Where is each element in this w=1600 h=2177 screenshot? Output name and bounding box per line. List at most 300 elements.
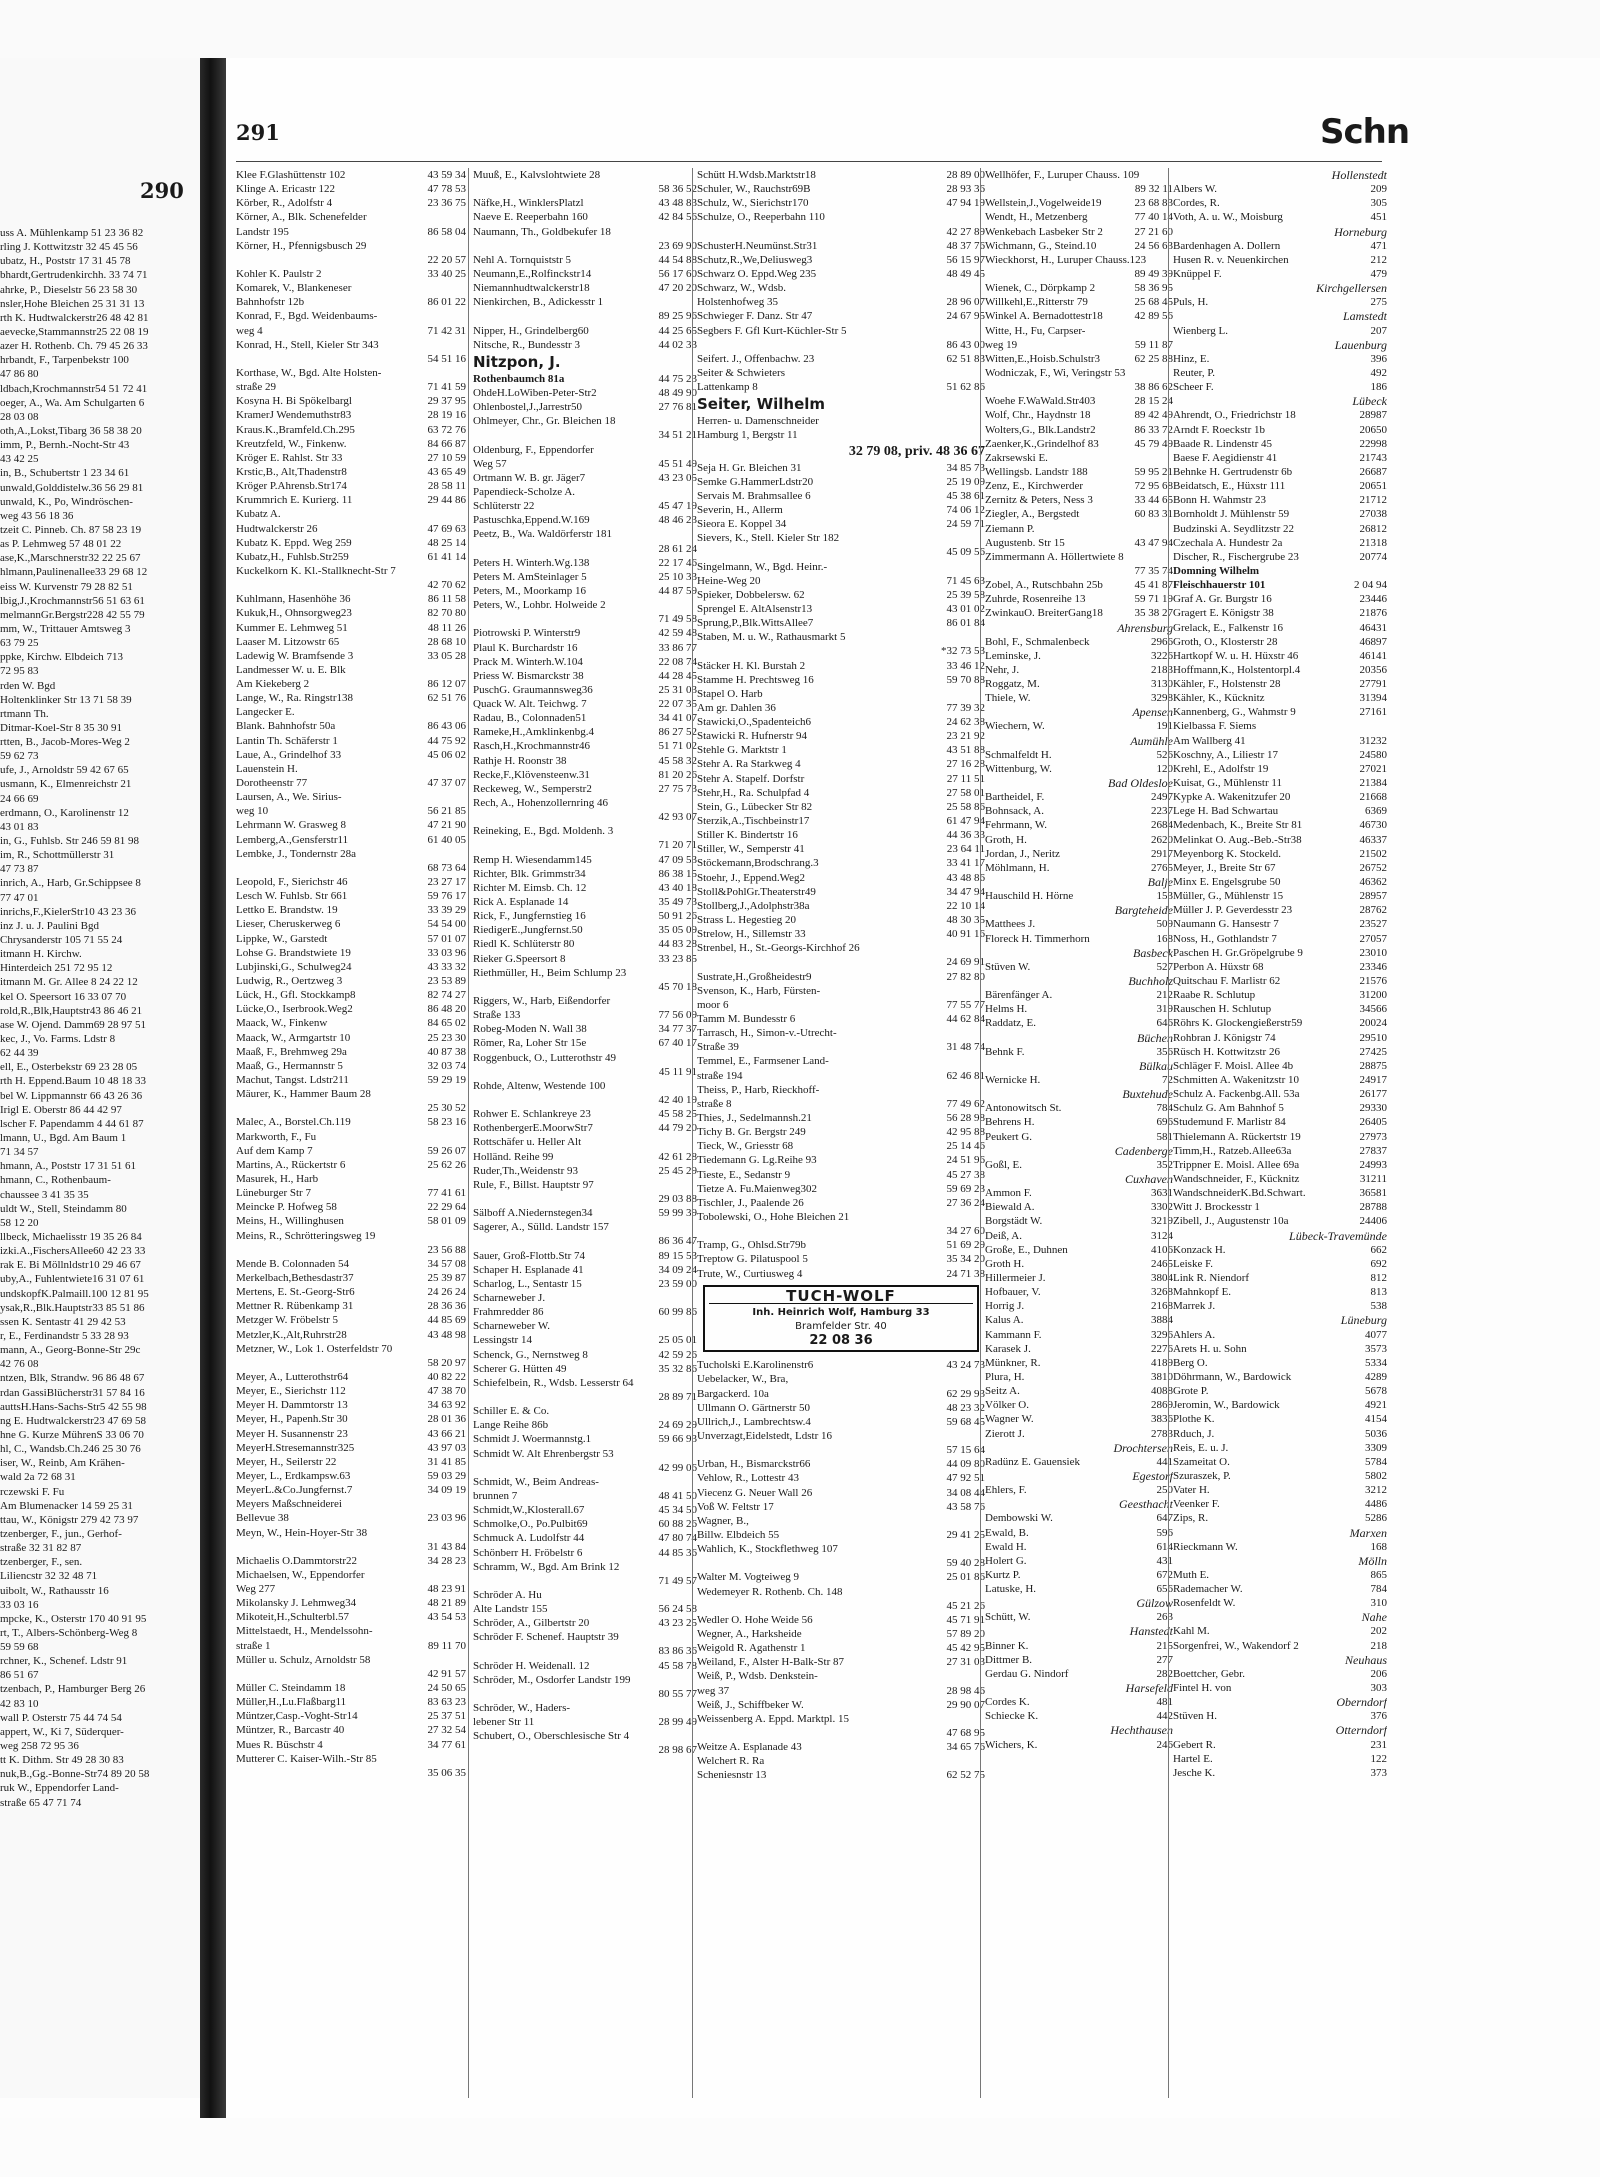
- directory-entry: [1173, 295, 1387, 309]
- directory-entry: [236, 1526, 466, 1540]
- directory-entry: [697, 715, 985, 729]
- entry-phone-number: 31394: [1359, 692, 1387, 705]
- entry-text: ntzen, Blk, Strandw. 96 86 48 67: [0, 1372, 145, 1385]
- directory-entry: [985, 1667, 1173, 1681]
- directory-entry: [473, 711, 697, 725]
- directory-entry: [473, 782, 697, 796]
- entry-name: Hoffmann,K., Holstentorpl.4: [1173, 663, 1301, 676]
- directory-entry: [985, 239, 1173, 253]
- entry-text: inz J. u. J. Paulini Bgd: [0, 919, 100, 932]
- entry-name: Ullmann O. Gärtnerstr 50: [697, 1401, 811, 1414]
- entry-phone-number: 47 94 19: [946, 197, 985, 210]
- entry-phone-number: 48 25 14: [427, 536, 466, 549]
- entry-name: Neumann,E.,Rolfinckstr14: [473, 267, 592, 280]
- entry-name: Klee F.Glashüttenstr 102: [236, 169, 346, 181]
- entry-name: Hofbauer, V.: [985, 1286, 1041, 1299]
- entry-text: Liliencstr 32 32 48 71: [0, 1570, 98, 1583]
- entry-name: Plothe K.: [1173, 1413, 1215, 1426]
- entry-phone-number: 32 03 74: [427, 1059, 466, 1072]
- entry-phone-number: 43 54 53: [427, 1611, 466, 1624]
- entry-text: ppke, Kirchw. Elbdeich 713: [0, 651, 124, 664]
- directory-entry: [1173, 210, 1387, 224]
- entry-name: MeyerH.Stresemannstr325: [236, 1441, 355, 1454]
- entry-text: ssen K. Sentastr 41 29 42 53: [0, 1315, 126, 1328]
- running-headword: Schn: [1320, 112, 1410, 152]
- directory-entry: [985, 1002, 1173, 1016]
- entry-name: [985, 182, 1131, 196]
- entry-phone-number: 5286: [1365, 1512, 1387, 1525]
- entry-name: straße 8: [697, 1097, 732, 1110]
- entry-name: Augustenb. Str 15: [985, 536, 1065, 549]
- directory-entry: [236, 875, 466, 889]
- entry-name: [473, 1644, 655, 1658]
- entry-phone-number: 31211: [1359, 1172, 1387, 1185]
- directory-entry: [985, 324, 1173, 338]
- entry-name: [697, 338, 943, 352]
- entry-name: [473, 239, 655, 253]
- directory-entry: [1173, 1115, 1387, 1129]
- entry-phone-number: 71 42 31: [427, 324, 466, 337]
- entry-phone-number: 24 62 38: [946, 716, 985, 729]
- entry-phone-number: 48 49 90: [658, 386, 697, 399]
- entry-name: Fleischhauerstr 101: [1173, 579, 1266, 592]
- directory-entry: [473, 1687, 697, 1701]
- town-heading: [1173, 1526, 1387, 1540]
- directory-entry: [473, 513, 697, 527]
- town-name: Bülkau: [1139, 1058, 1173, 1073]
- entry-phone-number: 2684: [1151, 819, 1173, 832]
- directory-entry: [236, 522, 466, 536]
- directory-entry: [1173, 1285, 1387, 1299]
- entry-name: Witte, H., Fu, Carpser-: [985, 324, 1086, 337]
- entry-phone-number: 48 23 32: [946, 1401, 985, 1414]
- entry-name: Römer, Ra, Loher Str 15e: [473, 1037, 587, 1050]
- entry-phone-number: 692: [1370, 1257, 1387, 1270]
- directory-entry: [697, 1542, 985, 1556]
- entry-name: Auf dem Kamp 7: [236, 1144, 313, 1157]
- directory-entry: [985, 578, 1173, 592]
- entry-phone-number: 662: [1370, 1243, 1387, 1256]
- entry-phone-number: 3226: [1151, 649, 1173, 662]
- directory-entry: [473, 1503, 697, 1517]
- entry-phone-number: 43 58 76: [946, 1500, 985, 1513]
- directory-entry: [236, 1328, 466, 1342]
- directory-column-2: [468, 168, 697, 2098]
- entry-phone-number: 23527: [1359, 918, 1387, 931]
- entry-phone-number: 25 05 01: [658, 1334, 697, 1347]
- directory-entry: [1173, 1214, 1387, 1228]
- entry-text: ase W. Ojend. Damm69 28 97 51: [0, 1018, 147, 1031]
- directory-entry: [1173, 239, 1387, 253]
- town-name: Aumühle: [1130, 733, 1173, 748]
- entry-name: Tietze A. Fu.Maienweg302: [697, 1182, 817, 1195]
- directory-entry: [473, 655, 697, 669]
- entry-phone-number: 86 38 15: [658, 867, 697, 880]
- ad-phone: 22 08 36: [809, 1333, 873, 1349]
- entry-text: Holtenklinker Str 13 71 58 39: [0, 693, 132, 706]
- entry-name: Ehlers, F.: [985, 1484, 1027, 1497]
- directory-entry: [473, 1079, 697, 1093]
- directory-entry: [697, 461, 985, 475]
- entry-phone-number: 23 21 92: [946, 730, 985, 743]
- entry-phone-number: 481: [1156, 1696, 1173, 1709]
- directory-entry: [473, 952, 697, 966]
- entry-name: Wodniczak, F., Wi, Veringstr 53: [985, 366, 1126, 379]
- directory-entry: [473, 527, 697, 541]
- entry-phone-number: 59 29 19: [427, 1074, 466, 1086]
- directory-entry: [697, 1387, 985, 1401]
- directory-entry: [1173, 437, 1387, 451]
- entry-phone-number: 207: [1370, 324, 1387, 337]
- entry-phone-number: 45 41 87: [1134, 579, 1173, 592]
- left-page-entry: [0, 848, 198, 862]
- directory-entry: [1173, 1398, 1387, 1412]
- entry-name: Peters, M., Moorkamp 16: [473, 584, 587, 597]
- entry-phone-number: 33 05 28: [427, 649, 466, 662]
- directory-entry: [697, 352, 985, 366]
- entry-name: Weiß, J., Schiffbeker W.: [697, 1698, 804, 1711]
- directory-entry: [985, 451, 1173, 465]
- entry-phone-number: 24 67 95: [946, 310, 985, 323]
- entry-name: Meyer, A., Lutterothstr64: [236, 1370, 349, 1383]
- town-heading: [1173, 1313, 1387, 1327]
- directory-entry: [697, 941, 985, 955]
- entry-name: Schmidt, W., Beim Andreas-: [473, 1475, 599, 1488]
- entry-name: Ullrich,J., Lambrechtsw.4: [697, 1415, 811, 1428]
- directory-entry: [236, 1313, 466, 1327]
- entry-name: Mikoteit,H.,Schulterbl.57: [236, 1611, 350, 1624]
- directory-entry: [236, 451, 466, 465]
- town-name: Apensen: [1132, 705, 1173, 720]
- directory-entry: [473, 253, 697, 267]
- directory-entry: [236, 1554, 466, 1568]
- directory-entry: [236, 437, 466, 451]
- entry-name: Link R. Niendorf: [1173, 1271, 1250, 1284]
- entry-name: Rothenbaumch 81a: [473, 372, 565, 385]
- entry-phone-number: 33 23 85: [658, 952, 697, 965]
- entry-name: Sorgenfrei, W., Wakendorf 2: [1173, 1639, 1299, 1652]
- entry-name: Schmidt W. Alt Ehrenbergstr 53: [473, 1447, 614, 1460]
- entry-phone-number: 23346: [1359, 960, 1387, 973]
- entry-name: Masurek, H., Harb: [236, 1172, 319, 1185]
- entry-phone-number: 4154: [1365, 1413, 1387, 1426]
- entry-name: Papendieck-Scholze A.: [473, 485, 576, 498]
- entry-text: iser, W., Reinb, Am Krähen-: [0, 1457, 125, 1470]
- entry-phone-number: 59 68 45: [946, 1415, 985, 1428]
- directory-entry: [697, 913, 985, 927]
- entry-name: Zakrsewski E.: [985, 451, 1048, 464]
- directory-entry: [1173, 267, 1387, 281]
- entry-phone-number: 54 51 16: [427, 352, 466, 365]
- entry-phone-number: 42 99 06: [658, 1461, 697, 1474]
- entry-phone-number: 45 47 19: [658, 500, 697, 513]
- entry-phone-number: 44 28 45: [658, 669, 697, 682]
- entry-name: Szameitat O.: [1173, 1455, 1230, 1468]
- entry-phone-number: 21318: [1359, 536, 1387, 549]
- entry-name: Kuckelkorn K. Kl.-Stallknecht-Str 7: [236, 564, 396, 577]
- directory-entry: [985, 762, 1173, 776]
- entry-phone-number: 46362: [1359, 876, 1387, 889]
- entry-phone-number: 72: [1162, 1074, 1173, 1086]
- entry-name: Schröder, A., Gilbertstr 20: [473, 1617, 590, 1630]
- entry-name: Ohlenbostel,J.,Jarrestr50: [473, 401, 583, 414]
- entry-text: hmann, C., Rothenbaum-: [0, 1174, 111, 1187]
- entry-name: Rasch,H.,Krochmannstr46: [473, 740, 591, 753]
- entry-name: Arets H. u. Sohn: [1173, 1342, 1247, 1355]
- entry-text: ruk W., Eppendorfer Land-: [0, 1782, 119, 1795]
- entry-name: Thiele, W.: [985, 692, 1031, 705]
- directory-entry: [236, 465, 466, 479]
- entry-phone-number: 3573: [1365, 1342, 1387, 1355]
- directory-entry: [1173, 719, 1387, 733]
- directory-entry: [473, 824, 697, 838]
- directory-entry: [473, 1319, 697, 1333]
- entry-text: rczewski F. Fu: [0, 1485, 65, 1498]
- entry-text: hl, C., Wandsb.Ch.246 25 30 76: [0, 1443, 141, 1456]
- entry-text: aevecke,Stammannstr25 22 08 19: [0, 325, 149, 338]
- entry-name: Schlüterstr 22: [473, 500, 535, 513]
- entry-phone-number: 62 52 75: [946, 1769, 985, 1782]
- directory-entry: [697, 1754, 985, 1768]
- left-page-entry: [0, 240, 198, 254]
- directory-entry: [236, 946, 466, 960]
- left-page-entry: [0, 806, 198, 820]
- entry-phone-number: 20651: [1359, 480, 1387, 493]
- directory-entry: [1173, 1709, 1387, 1723]
- directory-entry: [985, 1101, 1173, 1115]
- directory-entry: [697, 1097, 985, 1111]
- entry-phone-number: 647: [1156, 1512, 1173, 1525]
- entry-text: Chrysanderstr 105 71 55 24: [0, 934, 123, 947]
- entry-name: Zibell, J., Augustenstr 10a: [1173, 1215, 1289, 1228]
- left-page-entry: [0, 919, 198, 933]
- directory-entry: [1173, 1540, 1387, 1554]
- entry-text: unwald, K., Po, Windröschen-: [0, 495, 133, 508]
- entry-name: Klinge A. Ericastr 122: [236, 183, 335, 196]
- entry-phone-number: 84 65 02: [427, 1017, 466, 1030]
- entry-phone-number: 45 42 95: [946, 1642, 985, 1655]
- entry-text: lscher F. Papendamm 4 44 61 87: [0, 1117, 144, 1130]
- town-heading: [985, 903, 1173, 917]
- left-page-entry: [0, 707, 198, 721]
- directory-entry: [236, 903, 466, 917]
- entry-name: Groth H.: [985, 1257, 1025, 1270]
- left-page-entry: [0, 1767, 198, 1781]
- entry-name: Weiß, P., Wdsb. Denkstein-: [697, 1670, 818, 1683]
- entry-phone-number: 47 80 74: [658, 1532, 697, 1545]
- entry-phone-number: 62 25 88: [1134, 352, 1173, 365]
- entry-phone-number: 45 21 26: [946, 1599, 985, 1612]
- directory-entry: [236, 1723, 466, 1737]
- entry-name: Müntzer,Casp.-Voght-Str14: [236, 1710, 358, 1723]
- directory-entry: [1173, 818, 1387, 832]
- entry-name: Hudtwalckerstr 26: [236, 522, 318, 535]
- entry-phone-number: 43 66 21: [427, 1427, 466, 1440]
- entry-name: Goßl, E.: [985, 1158, 1022, 1171]
- directory-entry: [697, 168, 985, 182]
- directory-entry: [236, 536, 466, 550]
- directory-entry: [985, 818, 1173, 832]
- entry-phone-number: 40 91 16: [946, 928, 985, 941]
- entry-name: Theiss, P., Harb, Rieckhoff-: [697, 1083, 820, 1096]
- entry-phone-number: 86 58 04: [427, 225, 466, 238]
- entry-phone-number: 22 29 64: [427, 1201, 466, 1214]
- entry-name: Leminske, J.: [985, 649, 1041, 662]
- entry-phone-number: 58 20 97: [427, 1356, 466, 1369]
- directory-entry: [236, 281, 466, 295]
- entry-phone-number: 42 27 89: [946, 225, 985, 238]
- left-page-entry: [0, 990, 198, 1004]
- entry-phone-number: 71 49 58: [658, 613, 697, 626]
- entry-name: Roggatz, M.: [985, 678, 1040, 691]
- left-page-entry: [0, 1258, 198, 1272]
- entry-name: straße 1: [236, 1639, 271, 1652]
- directory-entry: [473, 1249, 697, 1263]
- entry-phone-number: 596: [1156, 1526, 1173, 1539]
- directory-entry: [473, 1305, 697, 1319]
- town-name: Bargteheide: [1114, 903, 1173, 918]
- entry-phone-number: 28 61 24: [658, 542, 697, 555]
- entry-name: Stäcker H. Kl. Burstah 2: [697, 659, 806, 672]
- entry-phone-number: 24406: [1359, 1215, 1387, 1228]
- entry-name: Reuter, P.: [1173, 366, 1216, 379]
- directory-entry: [985, 649, 1173, 663]
- entry-phone-number: 89 15 53: [658, 1249, 697, 1262]
- directory-entry: [985, 606, 1173, 620]
- entry-name: Willkehl,E.,Ritterstr 79: [985, 296, 1088, 309]
- entry-phone-number: 27 58 01: [946, 786, 985, 799]
- town-heading: [1173, 1695, 1387, 1709]
- entry-name: Niemannhudtwalckerstr18: [473, 282, 590, 295]
- entry-text: eiss W. Kurvenstr 79 28 82 51: [0, 580, 133, 593]
- entry-phone-number: 47 92 51: [946, 1472, 985, 1485]
- entry-phone-number: 86 01 84: [946, 617, 985, 630]
- entry-phone-number: 36581: [1359, 1187, 1387, 1200]
- directory-entry: [697, 1210, 985, 1224]
- entry-name: Schröder H. Weidenall. 12: [473, 1659, 590, 1672]
- directory-entry: [236, 932, 466, 946]
- left-page-entry: [0, 1173, 198, 1187]
- entry-phone-number: 492: [1370, 366, 1387, 379]
- directory-entry: [473, 1263, 697, 1277]
- entry-name: Witt J. Brockesstr 1: [1173, 1201, 1260, 1214]
- directory-entry: [473, 810, 697, 824]
- entry-phone-number: 27161: [1359, 706, 1387, 719]
- left-page-entry: [0, 594, 198, 608]
- entry-phone-number: 59 66 93: [658, 1433, 697, 1446]
- directory-entry: [697, 531, 985, 545]
- entry-name: Mikolansky J. Lehmweg34: [236, 1597, 357, 1610]
- entry-name: Lege H. Bad Schwartau: [1173, 805, 1279, 818]
- entry-text: as P. Lehmweg 57 48 01 22: [0, 538, 122, 551]
- entry-phone-number: 25 68 45: [1134, 296, 1173, 309]
- directory-entry: [985, 1356, 1173, 1370]
- entry-name: Szuraszek, P.: [1173, 1469, 1231, 1482]
- entry-name: Lieser, Cheruskerweg 6: [236, 918, 341, 931]
- entry-name: Rameke,H.,Amklinkenbg.4: [473, 726, 594, 739]
- entry-phone-number: 168: [1156, 932, 1173, 945]
- entry-phone-number: 83 63 23: [427, 1696, 466, 1709]
- entry-text: rth H. Eppend.Baum 10 48 18 33: [0, 1075, 147, 1088]
- directory-entry: [236, 1002, 466, 1016]
- entry-name: Meyer, L., Erdkampsw.63: [236, 1469, 351, 1482]
- entry-name: Maaß, G., Hermannstr 5: [236, 1059, 343, 1072]
- directory-entry: [473, 584, 697, 598]
- entry-name: Frahmredder 86: [473, 1306, 544, 1319]
- entry-phone-number: 77 56 09: [658, 1009, 697, 1022]
- entry-phone-number: 59 03 29: [427, 1469, 466, 1482]
- entry-name: Borgstädt W.: [985, 1215, 1043, 1228]
- left-page-entry: [0, 693, 198, 707]
- town-name: Egestorf: [1132, 1468, 1173, 1483]
- entry-name: Schulze, O., Reeperbahn 110: [697, 211, 825, 224]
- entry-name: Seitz A.: [985, 1385, 1020, 1398]
- entry-phone-number: 27791: [1359, 678, 1387, 691]
- left-page-entry: [0, 1074, 198, 1088]
- entry-phone-number: 34 09 24: [658, 1263, 697, 1276]
- entry-phone-number: 21668: [1359, 791, 1387, 804]
- entry-name: Holländ. Reihe 99: [473, 1150, 554, 1163]
- directory-entry: [985, 1568, 1173, 1582]
- entry-phone-number: 479: [1370, 267, 1387, 280]
- entry-name: Jordan, J., Neritz: [985, 847, 1060, 860]
- entry-name: Stollberg,J.,Adolphstr38a: [697, 899, 810, 912]
- entry-phone-number: 59 95 21: [1134, 465, 1173, 478]
- entry-phone-number: 34 47 94: [946, 885, 985, 898]
- entry-name: Riethmüller, H., Beim Schlump 23: [473, 966, 627, 979]
- entry-name: Witten,E.,Hoisb.Schulstr3: [985, 352, 1101, 365]
- directory-entry: [236, 479, 466, 493]
- entry-phone-number: 191: [1156, 720, 1173, 733]
- left-page-entry: [0, 1428, 198, 1442]
- entry-text: straße 32 31 82 87: [0, 1542, 82, 1555]
- entry-text: rdan GassiBlücherstr31 57 84 16: [0, 1386, 145, 1399]
- entry-name: Marrek J.: [1173, 1300, 1216, 1313]
- directory-entry: [473, 1574, 697, 1588]
- entry-phone-number: 44 79 20: [658, 1122, 697, 1135]
- directory-entry: [236, 734, 466, 748]
- entry-name: Radünz E. Gauensiek: [985, 1455, 1080, 1468]
- entry-text: weg 43 56 18 36: [0, 509, 74, 522]
- bottom-margin: [0, 2118, 1600, 2177]
- entry-name: Körber, R., Adolfstr 4: [236, 197, 333, 210]
- entry-phone-number: 20650: [1359, 423, 1387, 436]
- entry-phone-number: 43 48 86: [946, 871, 985, 884]
- directory-entry: [697, 503, 985, 517]
- entry-name: Scherer G. Hütten 49: [473, 1362, 567, 1375]
- directory-entry: [985, 932, 1173, 946]
- entry-phone-number: 646: [1156, 1017, 1173, 1030]
- entry-name: Urban, H., Bismarckstr66: [697, 1458, 811, 1471]
- entry-phone-number: 4088: [1151, 1385, 1173, 1398]
- directory-entry: [236, 182, 466, 196]
- entry-phone-number: 77 41 61: [427, 1187, 466, 1200]
- entry-phone-number: 5802: [1365, 1469, 1387, 1482]
- entry-phone-number: 44 85 36: [658, 1546, 697, 1559]
- entry-name: [985, 267, 1131, 281]
- entry-phone-number: 56 21 85: [427, 805, 466, 818]
- entry-phone-number: 44 83 28: [658, 938, 697, 951]
- directory-entry: [985, 182, 1173, 196]
- entry-text: 43 01 83: [0, 820, 39, 833]
- entry-phone-number: 60 88 26: [658, 1518, 697, 1531]
- directory-entry: [236, 338, 466, 352]
- entry-phone-number: 26752: [1359, 861, 1387, 874]
- directory-entry: [473, 1588, 697, 1602]
- directory-entry: [985, 338, 1173, 352]
- left-page-entry: [0, 580, 198, 594]
- entry-name: Zips, R.: [1173, 1512, 1209, 1525]
